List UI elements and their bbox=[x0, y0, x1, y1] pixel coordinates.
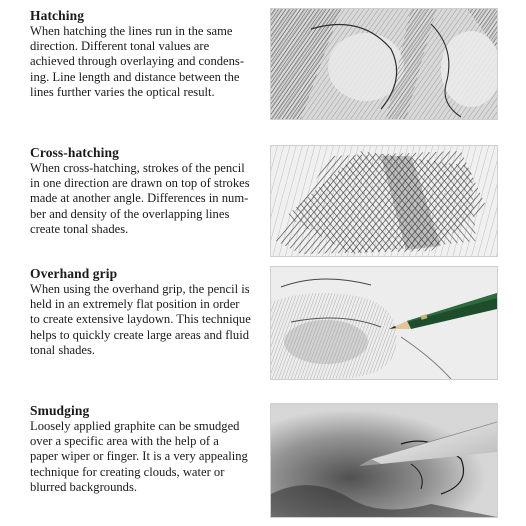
overhand-grip-line: helps to quickly create large areas and fluid bbox=[30, 327, 250, 342]
smudging-line: Loosely applied graphite can be smudged bbox=[30, 419, 240, 433]
smudging-paper-wiper-image bbox=[270, 403, 498, 518]
hatching-line: direction. Different tonal values are bbox=[30, 39, 210, 54]
overhand-grip-line: When using the overhand grip, the pencil is bbox=[30, 282, 250, 296]
cross-hatching-line: create tonal shades. bbox=[30, 221, 129, 236]
cross-hatching-text bbox=[30, 145, 268, 237]
overhand-grip-line: held in an extremely flat position in order bbox=[30, 297, 240, 312]
hatching-line: achieved through overlaying and condens- bbox=[30, 54, 245, 69]
hatching-line: lines further varies the optical result. bbox=[30, 84, 215, 99]
cross-hatching-sketch-image bbox=[270, 145, 498, 257]
cross-hatching-line: made at another angle. Differences in num- bbox=[30, 191, 249, 206]
hatching-heading: Hatching bbox=[30, 8, 85, 23]
hatching-sketch-image bbox=[270, 8, 498, 120]
smudging-line: paper wiper or finger. It is a very appealing bbox=[30, 449, 248, 464]
hatching-line: ing. Line length and distance between the bbox=[30, 69, 240, 84]
smudging-line: over a specific area with the help of a bbox=[30, 434, 219, 449]
smudging-heading: Smudging bbox=[30, 403, 90, 418]
smudging-line: blurred backgrounds. bbox=[30, 479, 138, 494]
overhand-grip-line: tonal shades. bbox=[30, 342, 96, 357]
hatching-text bbox=[30, 8, 268, 100]
overhand-grip-text bbox=[30, 266, 268, 358]
smudging-text bbox=[30, 403, 268, 495]
cross-hatching-line: ber and density of the overlapping lines bbox=[30, 206, 230, 221]
overhand-grip-line: to create extensive laydown. This technique bbox=[30, 312, 251, 327]
hatching-line: When hatching the lines run in the same bbox=[30, 24, 233, 38]
cross-hatching-line: in one direction are drawn on top of strokes bbox=[30, 176, 250, 191]
overhand-grip-heading: Overhand grip bbox=[30, 266, 118, 281]
overhand-grip-pencil-image bbox=[270, 266, 498, 380]
cross-hatching-line: When cross-hatching, strokes of the pencil bbox=[30, 161, 245, 175]
cross-hatching-heading: Cross-hatching bbox=[30, 145, 119, 160]
smudging-line: technique for creating clouds, water or bbox=[30, 464, 225, 479]
